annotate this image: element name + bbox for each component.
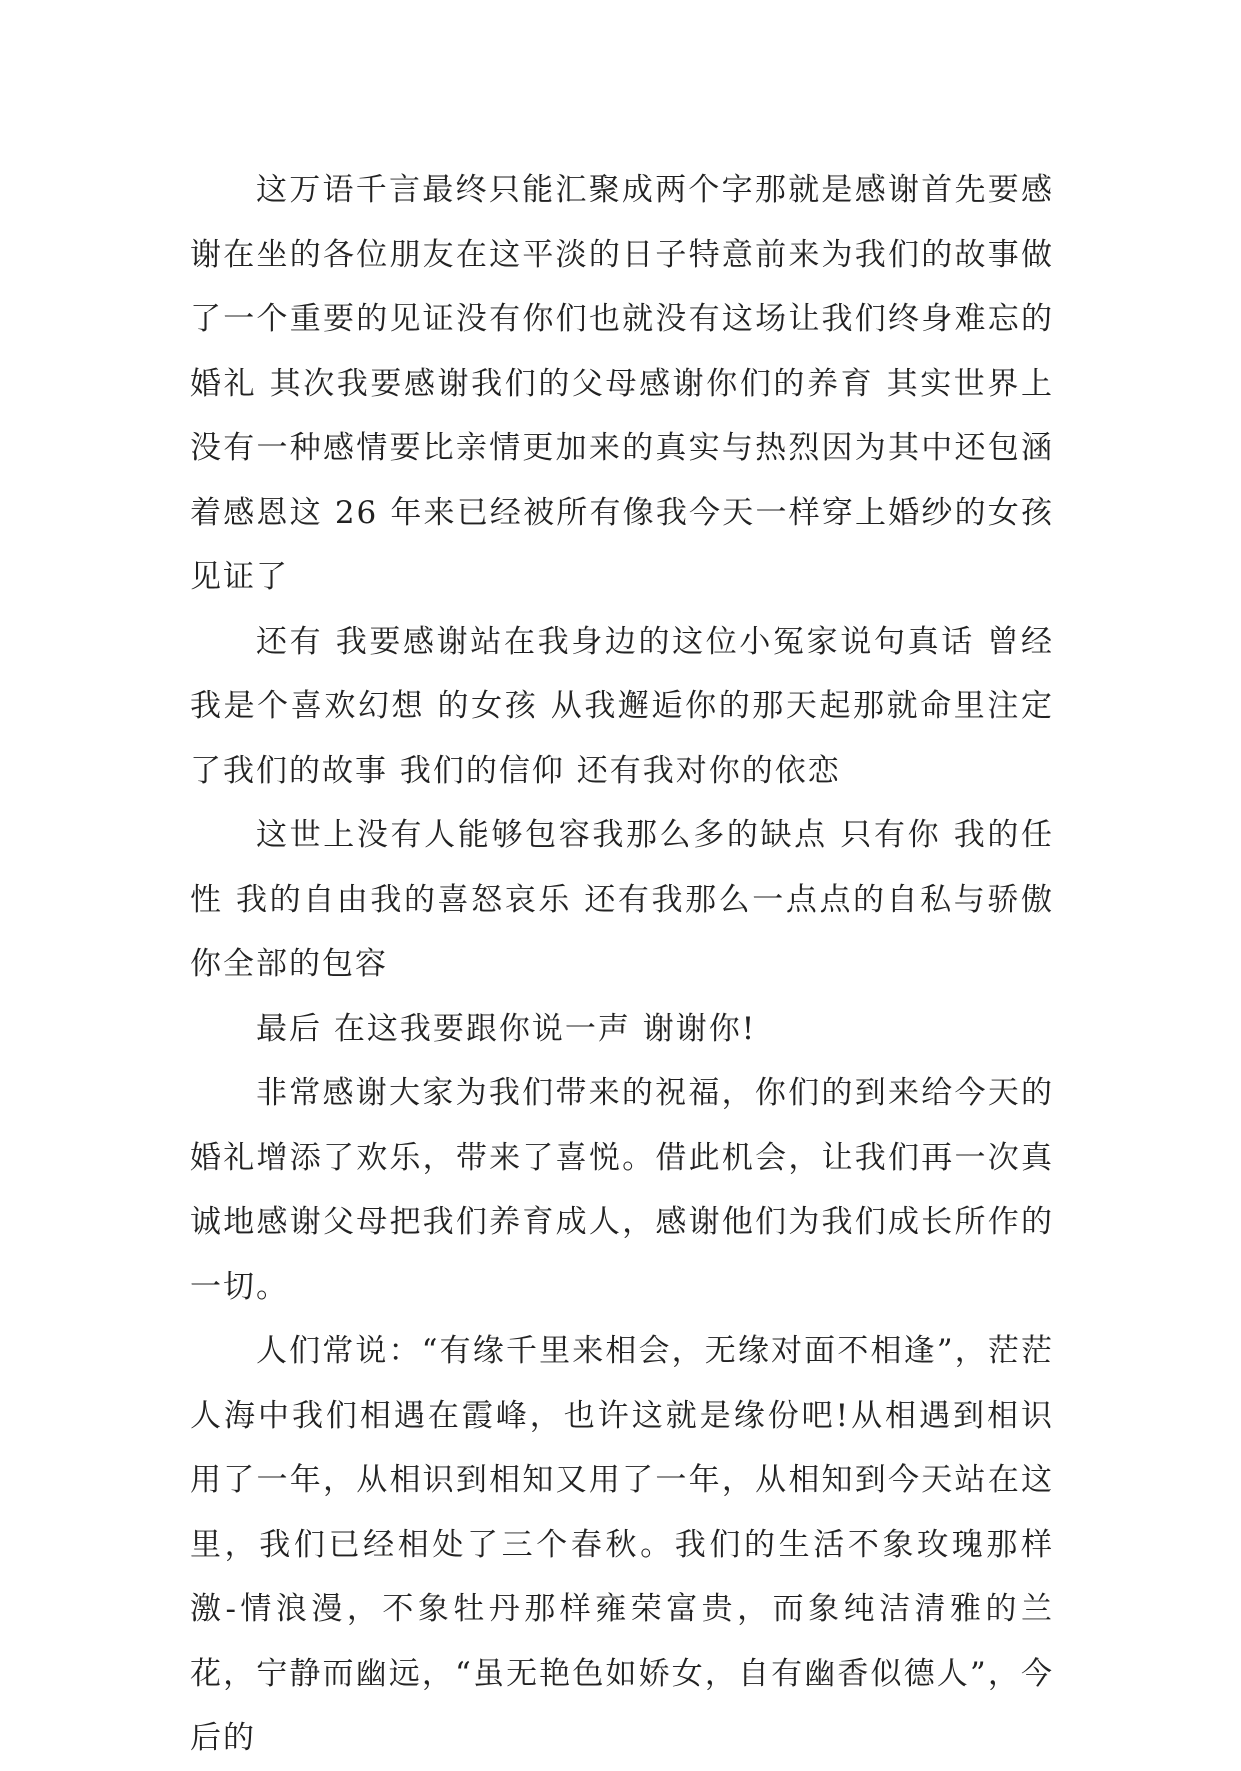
paragraph-2: 还有 我要感谢站在我身边的这位小冤家说句真话 曾经我是个喜欢幻想 的女孩 从我邂逅你的那天起那就命里注定了我们的故事 我们的信仰 还有我对你的依恋: [190, 623, 1054, 789]
paragraph-5: 非常感谢大家为我们带来的祝福，你们的到来给今天的婚礼增添了欢乐，带来了喜悦。借此机会，让我们再一次真诚地感谢父母把我们养育成人，感谢他们为我们成长所作的一切。: [190, 1075, 1054, 1305]
paragraph-4: 最后 在这我要跟你说一声 谢谢你!: [256, 1010, 757, 1047]
paragraph-6: 人们常说：“有缘千里来相会，无缘对面不相逢”，茫茫人海中我们相遇在霞峰，也许这就是缘份吧!从相遇到相识用了一年，从相识到相知又用了一年，从相知到今天站在这里，我们已经相处了三个春秋。我们的生活不象玫瑰那样激-情浪漫，不象牡丹那样雍荣富贵，而象纯洁清雅的兰花，宁静而幽远，“虽无艳色如娇女，自有幽香似德人”，今后的: [190, 1333, 1054, 1756]
paragraph-1: 这万语千言最终只能汇聚成两个字那就是感谢首先要感谢在坐的各位朋友在这平淡的日子特意前来为我们的故事做了一个重要的见证没有你们也就没有这场让我们终身难忘的婚礼 其次我要感谢我们的父母感谢你们的养育 其实世界上没有一种感情要比亲情更加来的真实与热烈因为其中还包涵着感恩这 26 年来已经被所有像我今天一样穿上婚纱的女孩见证了: [190, 172, 1054, 595]
document-body: [190, 158, 1054, 1771]
paragraph-3: 这世上没有人能够包容我那么多的缺点 只有你 我的任性 我的自由我的喜怒哀乐 还有我那么一点点的自私与骄傲 你全部的包容: [190, 817, 1054, 982]
